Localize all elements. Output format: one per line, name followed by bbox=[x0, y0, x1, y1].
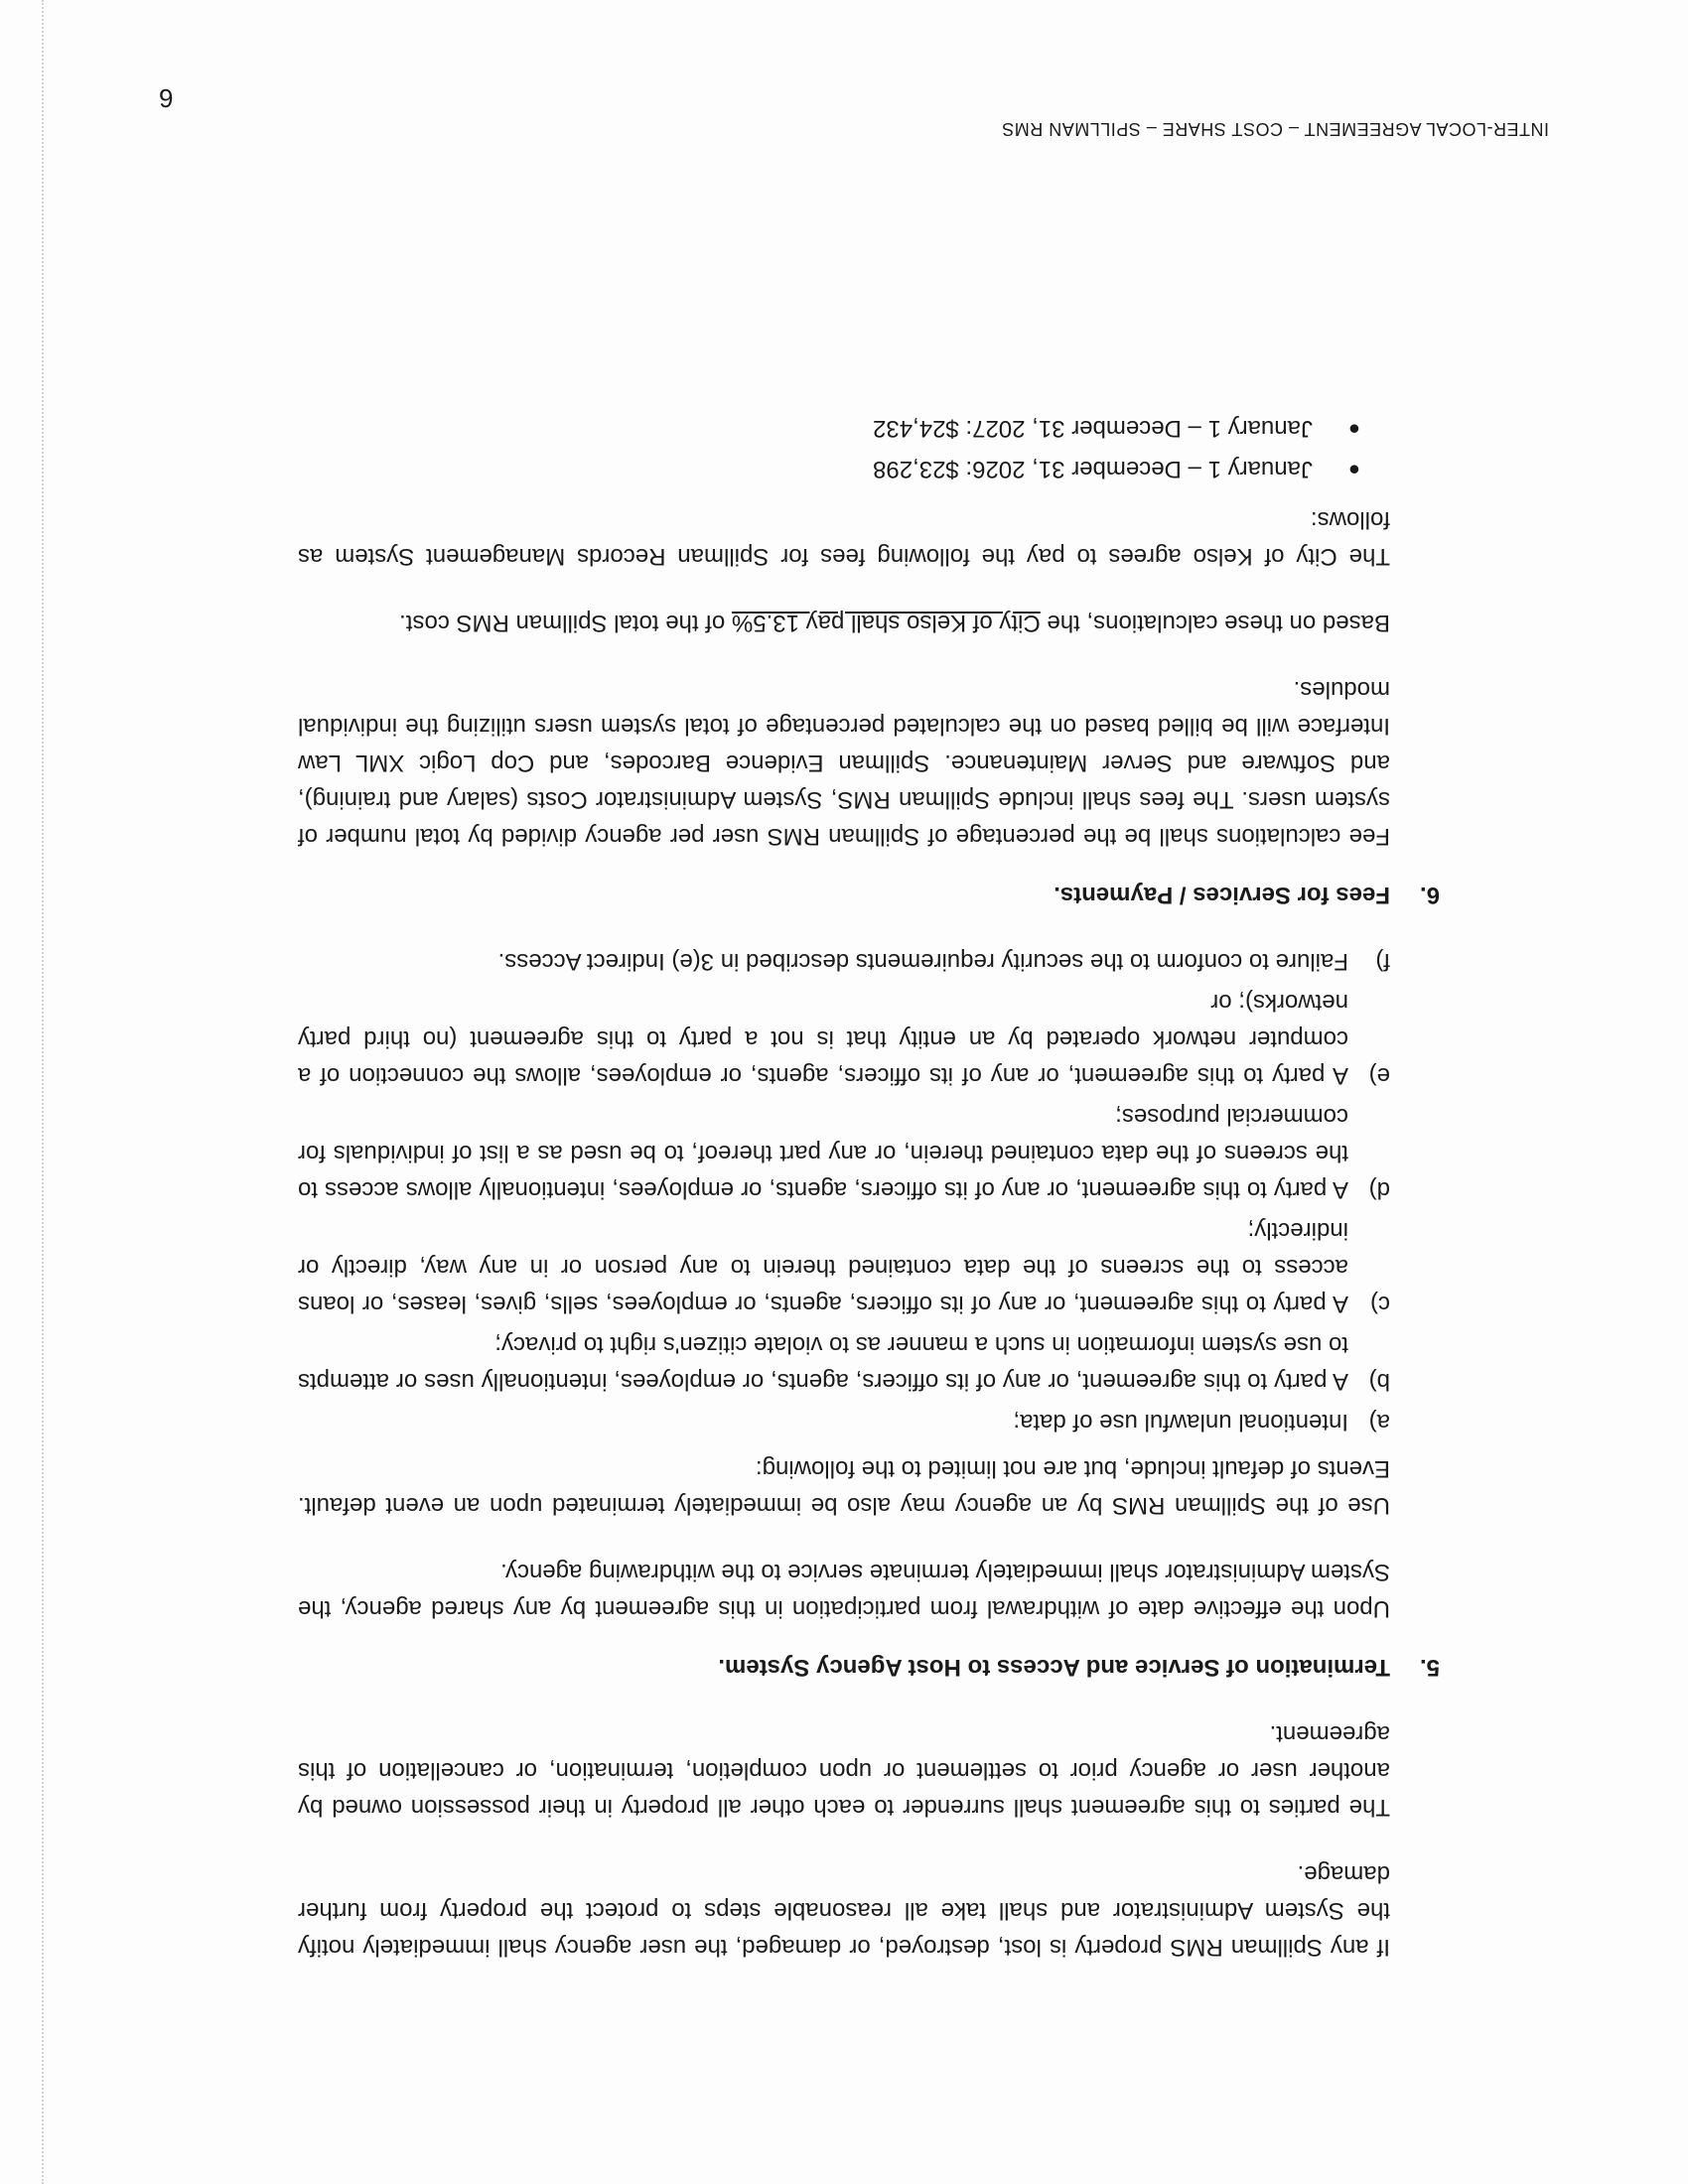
list-marker: f) bbox=[1375, 948, 1390, 975]
list-item-text: Intentional unlawful use of data; bbox=[1013, 1409, 1348, 1435]
list-item bbox=[298, 1212, 1390, 1322]
list-item bbox=[298, 984, 1390, 1094]
page-header bbox=[159, 83, 1549, 139]
section-6-paragraph-2 bbox=[298, 605, 1390, 641]
section-6-heading bbox=[298, 877, 1440, 913]
list-marker: a) bbox=[1368, 1409, 1390, 1435]
header-title: INTER-LOCAL AGREEMENT – COST SHARE – SPILLMAN RMS bbox=[1001, 119, 1549, 139]
fee-item-text: January 1 – December 31, 2026: $23,298 bbox=[873, 456, 1313, 482]
list-item-text: Failure to conform to the security requirements described in 3(e) Indirect Access. bbox=[497, 948, 1348, 975]
bullet-icon: ● bbox=[1347, 459, 1360, 480]
fee-item-text: January 1 – December 31, 2027: $24,432 bbox=[873, 415, 1313, 442]
bullet-icon: ● bbox=[1347, 418, 1360, 440]
list-item-text: A party to this agreement, or any of its officers, agents, or employees, intentionally uses or attempts to use system information in such a manner as to violate citizen's right to privacy; bbox=[298, 1331, 1348, 1395]
section-6-number: 6. bbox=[1419, 882, 1440, 908]
fee-item bbox=[298, 451, 1360, 487]
list-item bbox=[298, 1326, 1390, 1400]
list-item-text: A party to this agreement, or any of its officers, agents, or employees, allows the connection of a computer network operated by an entity that is not a party to this agreement (no third party networks); or bbox=[298, 989, 1348, 1089]
page-number: 6 bbox=[159, 83, 174, 113]
kelso-share-underlined: City of Kelso shall pay 13.5% bbox=[731, 610, 1041, 636]
list-marker: b) bbox=[1368, 1368, 1390, 1395]
default-events-list bbox=[298, 943, 1390, 1440]
property-loss-paragraph: If any Spillman RMS property is lost, destroyed, or damaged, the user agency shall immediately notify the System Administrator and shall take all reasonable steps to protect the property from further damage. bbox=[298, 1860, 1390, 1961]
section-5-heading bbox=[298, 1649, 1440, 1686]
list-marker: c) bbox=[1370, 1291, 1390, 1317]
list-item-text: A party to this agreement, or any of its officers, agents, or employees, intentionally allows access to the screens of the data contained therein, or any part thereof, to be used as a list of individuals for commercial purposes; bbox=[298, 1103, 1348, 1203]
document-body bbox=[298, 406, 1440, 1966]
section-6-paragraph-3: The City of Kelso agrees to pay the following fees for Spillman Records Management System as follows: bbox=[298, 506, 1390, 570]
section-6-paragraph-1: Fee calculations shall be the percentage of Spillman RMS user per agency divided by total number of system users. The fees shall include Spillman RMS, System Administrator Costs (salary and training), and Software and Server Maintenance. Spillman Evidence Barcodes, and Cop Logic XML Law Interface will be billed based on the calculated percentage of total system users utilizing the individual modules. bbox=[298, 676, 1390, 850]
section-6-title: Fees for Services / Payments. bbox=[1054, 882, 1390, 908]
surrender-paragraph: The parties to this agreement shall surrender to each other all property in their possession owned by another user or agency prior to settlement or upon completion, termination, or cancellation of this agreement. bbox=[298, 1720, 1390, 1821]
list-item bbox=[298, 943, 1390, 980]
kelso-share-prefix: Based on these calculations, the bbox=[1040, 610, 1390, 636]
section-5-paragraph-2: Use of the Spillman RMS by an agency may also be immediately terminated upon an event default. Events of default include, but are not limited to the following: bbox=[298, 1455, 1390, 1519]
fee-item bbox=[298, 410, 1360, 447]
list-item bbox=[298, 1404, 1390, 1440]
scan-edge-artifact bbox=[40, 0, 44, 2184]
fee-schedule-list bbox=[298, 410, 1360, 487]
list-marker: d) bbox=[1368, 1176, 1390, 1203]
section-5-paragraph-1: Upon the effective date of withdrawal from participation in this agreement by any shared agency, the System Administrator shall immediately terminate service to the withdrawing agency. bbox=[298, 1559, 1390, 1622]
section-5-title: Termination of Service and Access to Host Agency System. bbox=[718, 1654, 1390, 1681]
list-marker: e) bbox=[1368, 1062, 1390, 1089]
list-item bbox=[298, 1098, 1390, 1208]
kelso-share-suffix: of the total Spillman RMS cost. bbox=[399, 610, 732, 636]
section-5-number: 5. bbox=[1419, 1654, 1440, 1681]
list-item-text: A party to this agreement, or any of its officers, agents, or employees, sells, gives, leases, or loans access to the screens of the data contained therein to any person or in any way, directly or indirectly; bbox=[298, 1217, 1348, 1317]
